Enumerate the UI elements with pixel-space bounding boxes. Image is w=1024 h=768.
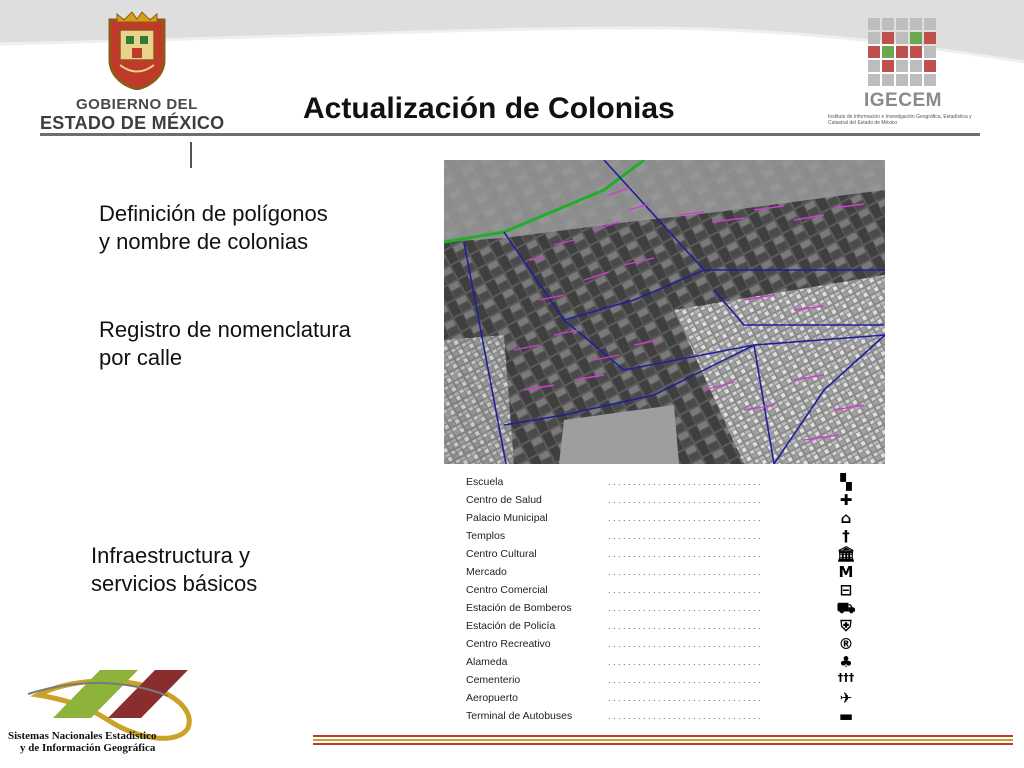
- igecem-description: Instituto de Información e Investigación Geográfica, Estadística y Catastral del Estado de México: [828, 114, 972, 126]
- legend-label: Alameda: [466, 656, 508, 668]
- legend-row: [460, 654, 870, 672]
- igecem-cell: [882, 46, 894, 58]
- igecem-cell: [910, 32, 922, 44]
- igecem-grid-icon: [866, 16, 940, 90]
- legend-dots: ...............................: [608, 567, 764, 577]
- igecem-cell: [896, 46, 908, 58]
- igecem-cell: [868, 46, 880, 58]
- shopping-center-icon: ⊟: [839, 581, 853, 599]
- legend-label: Mercado: [466, 566, 507, 578]
- gobierno-logo: [40, 8, 240, 163]
- legend-label: Estación de Bomberos: [466, 602, 572, 614]
- legend-row: [460, 672, 870, 690]
- igecem-cell: [868, 18, 880, 30]
- legend-row: [460, 546, 870, 564]
- igecem-cell: [924, 74, 936, 86]
- legend-label: Templos: [466, 530, 506, 542]
- airport-icon: ✈: [839, 689, 853, 707]
- igecem-cell: [896, 74, 908, 86]
- legend-row: [460, 510, 870, 528]
- legend-dots: ...............................: [608, 621, 764, 631]
- aerial-map-image: [444, 160, 885, 464]
- legend-dots: ...............................: [608, 531, 764, 541]
- legend-label: Estación de Policía: [466, 620, 556, 632]
- igecem-cell: [896, 18, 908, 30]
- igecem-cell: [910, 60, 922, 72]
- igecem-cell: [924, 46, 936, 58]
- legend-label: Aeropuerto: [466, 692, 518, 704]
- legend-dots: ...............................: [608, 675, 764, 685]
- igecem-cell: [868, 74, 880, 86]
- legend-label: Centro de Salud: [466, 494, 542, 506]
- legend-row: [460, 708, 870, 726]
- bullet-line: Definición de polígonos: [99, 201, 328, 226]
- state-coat-of-arms-icon: [102, 10, 172, 90]
- igecem-cell: [910, 46, 922, 58]
- igecem-cell: [868, 32, 880, 44]
- legend-label: Cementerio: [466, 674, 521, 686]
- bullet-line: servicios básicos: [91, 571, 258, 596]
- igecem-cell: [896, 32, 908, 44]
- igecem-cell: [910, 74, 922, 86]
- page-title: Actualización de Colonias: [303, 92, 675, 125]
- legend-dots: ...............................: [608, 477, 764, 487]
- school-icon: ▝▖: [834, 473, 858, 491]
- legend-row: [460, 564, 870, 582]
- legend-dots: ...............................: [608, 549, 764, 559]
- bullet-line: Infraestructura y: [91, 543, 250, 568]
- igecem-cell: [882, 18, 894, 30]
- health-center-icon: ✚: [839, 491, 853, 509]
- legend-label: Terminal de Autobuses: [466, 710, 573, 722]
- igecem-cell: [924, 32, 936, 44]
- legend-row: [460, 600, 870, 618]
- police-station-icon: ⛨: [840, 617, 852, 635]
- gov-divider: [190, 142, 192, 168]
- legend-dots: ...............................: [608, 711, 764, 721]
- igecem-cell: [868, 60, 880, 72]
- cultural-center-icon: 🏛: [836, 545, 856, 563]
- footer-stripes: [313, 734, 1013, 748]
- legend-dots: ...............................: [608, 495, 764, 505]
- legend-table: [460, 470, 870, 725]
- bullet-line: Registro de nomenclatura: [99, 317, 351, 342]
- bullet-line: y nombre de colonias: [99, 229, 309, 254]
- legend-label: Escuela: [466, 476, 504, 488]
- legend-label: Palacio Municipal: [466, 512, 548, 524]
- legend-row: [460, 636, 870, 654]
- igecem-cell: [896, 60, 908, 72]
- igecem-cell: [924, 18, 936, 30]
- municipal-palace-icon: ⌂: [840, 509, 852, 527]
- cemetery-icon: †††: [837, 671, 855, 684]
- legend-dots: ...............................: [608, 585, 764, 595]
- legend-row: [460, 582, 870, 600]
- gov-name-line2: ESTADO DE MÉXICO: [40, 113, 225, 133]
- bullet-poligonos: [99, 200, 328, 256]
- legend-label: Centro Recreativo: [466, 638, 551, 650]
- recreation-center-icon: ®: [838, 635, 854, 653]
- sneig-line2: y de Información Geográfica: [20, 742, 156, 754]
- bullet-infraestructura: [91, 542, 257, 598]
- legend-row: [460, 690, 870, 708]
- legend-row: [460, 492, 870, 510]
- legend-row: [460, 474, 870, 492]
- legend-dots: ...............................: [608, 657, 764, 667]
- legend-row: [460, 618, 870, 636]
- igecem-cell: [924, 60, 936, 72]
- igecem-cell: [882, 32, 894, 44]
- igecem-cell: [882, 74, 894, 86]
- legend-label: Centro Comercial: [466, 584, 548, 596]
- bullet-line: por calle: [99, 345, 183, 370]
- temple-icon: †: [842, 527, 850, 545]
- bullet-nomenclatura: [99, 316, 351, 372]
- legend-dots: ...............................: [608, 639, 764, 649]
- igecem-name: IGECEM: [864, 90, 942, 111]
- park-icon: ♣: [839, 653, 853, 671]
- bus-terminal-icon: ▬: [838, 707, 854, 725]
- sneig-line1: Sistemas Nacionales Estadístico: [8, 730, 157, 742]
- legend-dots: ...............................: [608, 693, 764, 703]
- legend-dots: ...............................: [608, 603, 764, 613]
- legend-row: [460, 528, 870, 546]
- market-icon: M: [838, 563, 854, 581]
- legend-label: Centro Cultural: [466, 548, 537, 560]
- fire-station-icon: ⛟: [836, 599, 856, 617]
- igecem-cell: [910, 18, 922, 30]
- igecem-cell: [882, 60, 894, 72]
- legend-dots: ...............................: [608, 513, 764, 523]
- igecem-logo: [828, 16, 988, 134]
- sneig-name: [8, 730, 157, 754]
- gov-name-line1: GOBIERNO DEL: [76, 96, 198, 113]
